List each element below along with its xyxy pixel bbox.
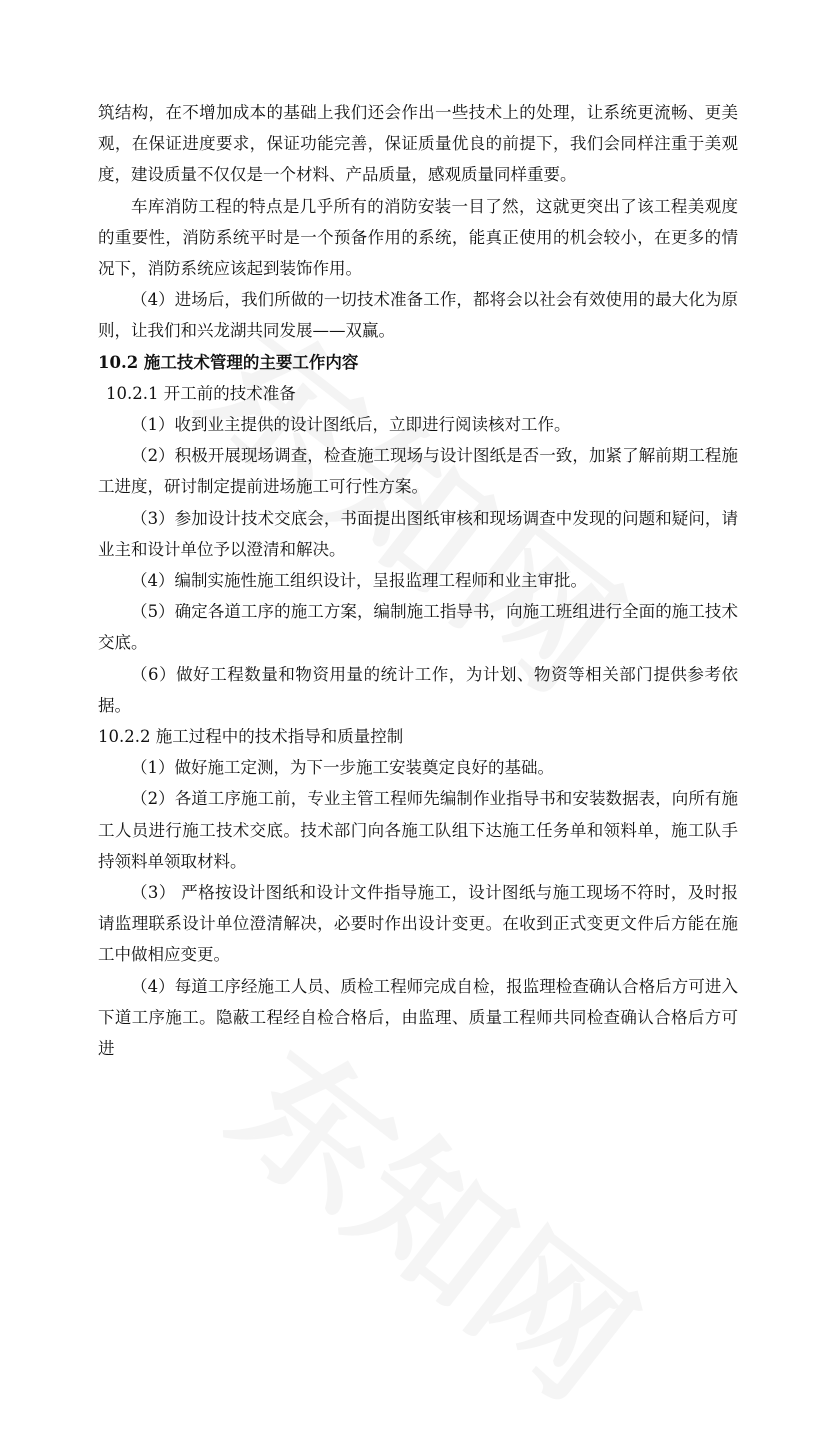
list-item-b1: （1）做好施工定测，为下一步施工安装奠定良好的基础。 — [131, 758, 554, 778]
list-item-3: （3）参加设计技术交底会，书面提出图纸审核和现场调查中发现的问题和疑问，请业主和设计单位予以澄清和解决。 — [98, 508, 738, 559]
paragraph-continuation: 筑结构，在不增加成本的基础上我们还会作出一些技术上的处理，让系统更流畅、更美观，在保证进度要求，保证功能完善，保证质量优良的前提下，我们会同样注重于美观度，建设质量不仅仅是一个材料、产品质量，感观质量同样重要。 — [98, 103, 738, 185]
list-item-2: （2）积极开展现场调查，检查施工现场与设计图纸是否一致，加紧了解前期工程施工进度，研讨制定提前进场施工可行性方案。 — [98, 446, 738, 497]
document-body — [98, 97, 738, 1064]
list-item-5: （5）确定各道工序的施工方案，编制施工指导书，向施工班组进行全面的施工技术交底。 — [98, 602, 738, 653]
section-heading-10-2: 10.2 施工技术管理的主要工作内容 — [98, 352, 359, 372]
paragraph-garage-fire: 车库消防工程的特点是几乎所有的消防安装一目了然，这就更突出了该工程美观度的重要性，消防系统平时是一个预备作用的系统，能真正使用的机会较小，在更多的情况下，消防系统应该起到装饰作用。 — [98, 196, 738, 279]
paragraph-item-4-entry: （4）进场后，我们所做的一切技术准备工作，都将会以社会有效使用的最大化为原则，让我们和兴龙湖共同发展——双赢。 — [98, 290, 738, 341]
list-item-b3: （3） 严格按设计图纸和设计文件指导施工，设计图纸与施工现场不符时，及时报请监理联系设计单位澄清解决，必要时作出设计变更。在收到正式变更文件后方能在施工中做相应变更。 — [98, 883, 738, 965]
list-item-6: （6）做好工程数量和物资用量的统计工作，为计划、物资等相关部门提供参考依据。 — [98, 664, 738, 715]
subsection-heading-10-2-2: 10.2.2 施工过程中的技术指导和质量控制 — [98, 727, 404, 747]
list-item-b2: （2）各道工序施工前，专业主管工程师先编制作业指导书和安装数据表，向所有施工人员进行施工技术交底。技术部门向各施工队组下达施工任务单和领料单，施工队手持领料单领取材料。 — [98, 789, 738, 871]
list-item-b4: （4）每道工序经施工人员、质检工程师完成自检，报监理检查确认合格后方可进入下道工序施工。隐蔽工程经自检合格后，由监理、质量工程师共同检查确认合格后方可进 — [98, 976, 738, 1059]
subsection-heading-10-2-1: 10.2.1 开工前的技术准备 — [106, 383, 296, 403]
list-item-1: （1）收到业主提供的设计图纸后，立即进行阅读核对工作。 — [131, 415, 571, 435]
list-item-4: （4）编制实施性施工组织设计，呈报监理工程师和业主审批。 — [131, 571, 587, 591]
